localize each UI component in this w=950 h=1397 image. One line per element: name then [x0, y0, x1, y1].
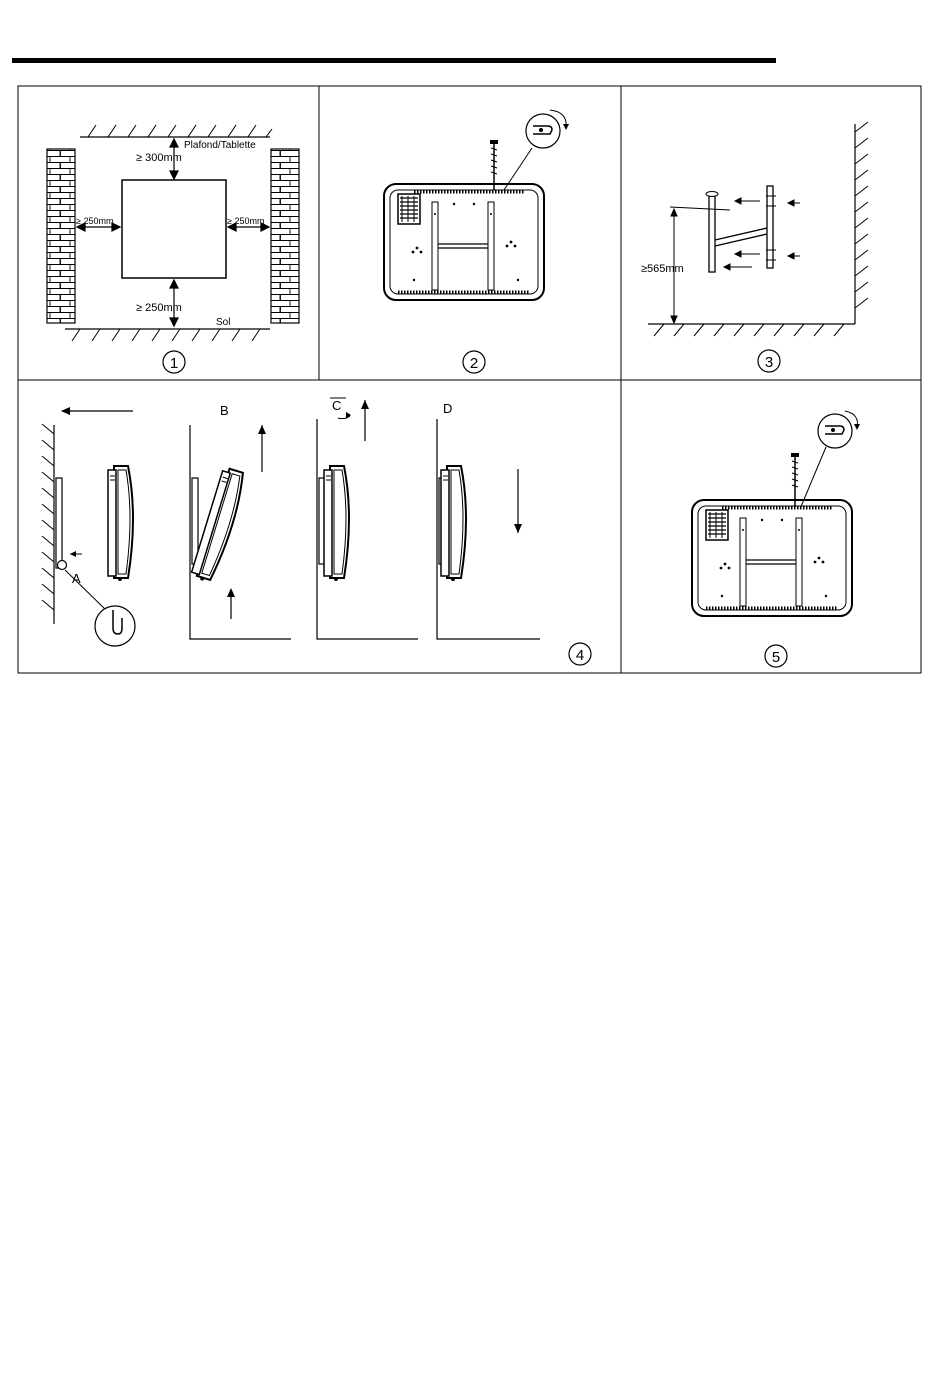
hook-detail-icon	[526, 114, 560, 148]
top-clearance-label: ≥ 300mm	[136, 152, 182, 164]
heater-front-icon	[384, 184, 544, 300]
left-clearance-label: ≥ 250mm	[76, 216, 114, 226]
bottom-clearance-label: ≥ 250mm	[136, 302, 182, 314]
hook-detail-icon	[818, 414, 852, 448]
ceiling-label: Plafond/Tablette	[184, 140, 256, 151]
header-rule	[12, 58, 776, 63]
step-number: 2	[469, 355, 479, 372]
step-d-label: D	[443, 401, 453, 416]
heater-front-icon	[692, 500, 852, 616]
left-brick-wall-icon	[47, 149, 75, 323]
step-c-label: C	[332, 398, 342, 413]
step-number: 5	[771, 649, 781, 666]
step-number: 4	[575, 647, 585, 664]
right-clearance-label: ≥ 250mm	[227, 216, 265, 226]
step-number: 1	[169, 355, 179, 372]
heater-side-icon	[441, 466, 466, 581]
height-label: ≥565mm	[641, 263, 684, 275]
step-a-label: A	[72, 571, 81, 586]
right-brick-wall-icon	[271, 149, 299, 323]
step-number: 3	[764, 354, 774, 371]
step-b-label: B	[220, 403, 229, 418]
hook-detail-icon	[95, 606, 135, 646]
heater-side-icon	[324, 466, 349, 581]
heater-side-icon	[108, 466, 133, 581]
floor-label: Sol	[216, 317, 231, 328]
heater-outline	[122, 180, 226, 278]
